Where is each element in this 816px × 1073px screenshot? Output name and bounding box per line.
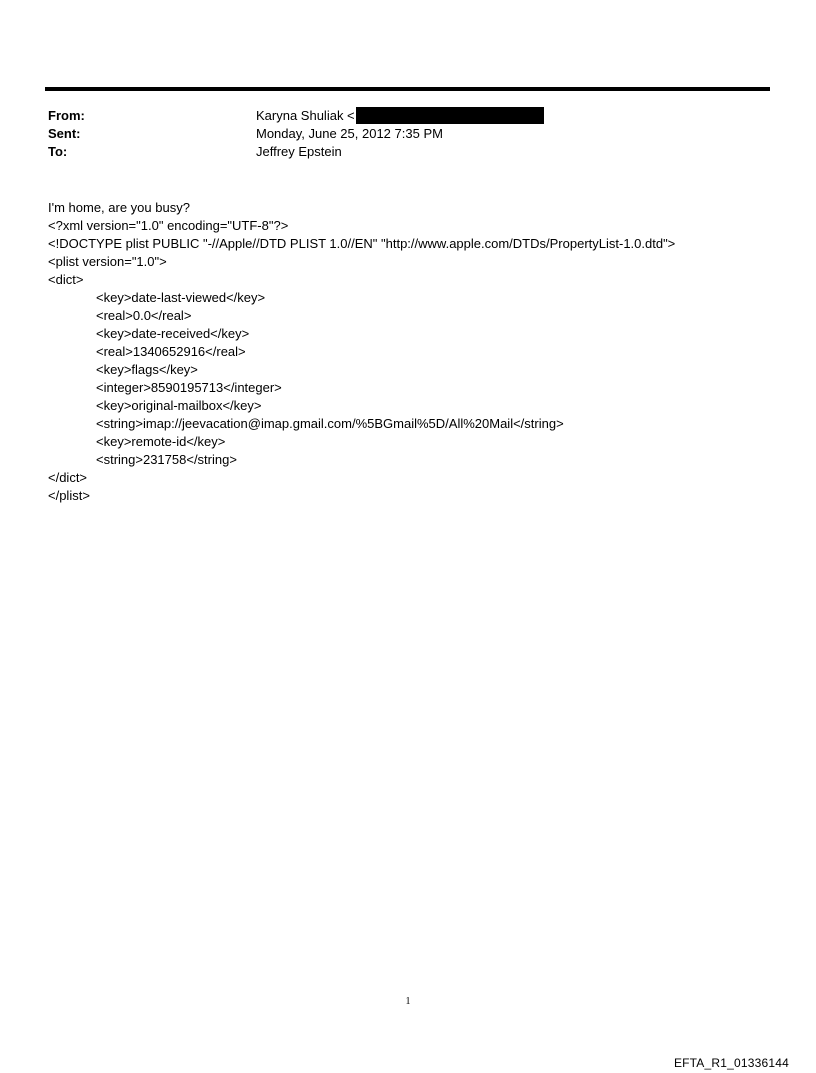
page-number: 1: [405, 996, 411, 1007]
body-line: <key>date-received</key>: [96, 326, 250, 341]
body-line: I'm home, are you busy?: [48, 200, 190, 215]
body-line: <key>date-last-viewed</key>: [96, 290, 266, 305]
to-label: To:: [48, 144, 68, 159]
body-line: <string>imap://jeevacation@imap.gmail.com/%5BGmail%5D/All%20Mail</string>: [96, 416, 564, 431]
body-line: <dict>: [48, 272, 84, 287]
from-value: [256, 107, 355, 125]
from-label: From:: [48, 108, 85, 123]
sent-value: Monday, June 25, 2012 7:35 PM: [256, 126, 443, 141]
message-body: [48, 199, 675, 505]
redaction-box: [356, 107, 544, 124]
body-line: <string>231758</string>: [96, 452, 237, 467]
body-line: <key>flags</key>: [96, 362, 198, 377]
body-line: </plist>: [48, 488, 90, 503]
body-line: <key>original-mailbox</key>: [96, 398, 262, 413]
to-value: Jeffrey Epstein: [256, 144, 342, 159]
body-line: <real>0.0</real>: [96, 308, 192, 323]
body-line: <?xml version="1.0" encoding="UTF-8"?>: [48, 218, 289, 233]
from-name: Karyna Shuliak <: [256, 108, 355, 123]
body-line: </dict>: [48, 470, 88, 485]
body-line: <key>remote-id</key>: [96, 434, 226, 449]
body-line: <!DOCTYPE plist PUBLIC "-//Apple//DTD PLIST 1.0//EN" "http://www.apple.com/DTDs/PropertyList-1.0.dtd">: [48, 236, 676, 251]
bates-number: EFTA_R1_01336144: [673, 1056, 789, 1070]
body-line: <real>1340652916</real>: [96, 344, 246, 359]
body-line: <plist version="1.0">: [48, 254, 167, 269]
header-rule: [45, 87, 770, 91]
sent-label: Sent:: [48, 126, 81, 141]
body-line: <integer>8590195713</integer>: [96, 380, 282, 395]
